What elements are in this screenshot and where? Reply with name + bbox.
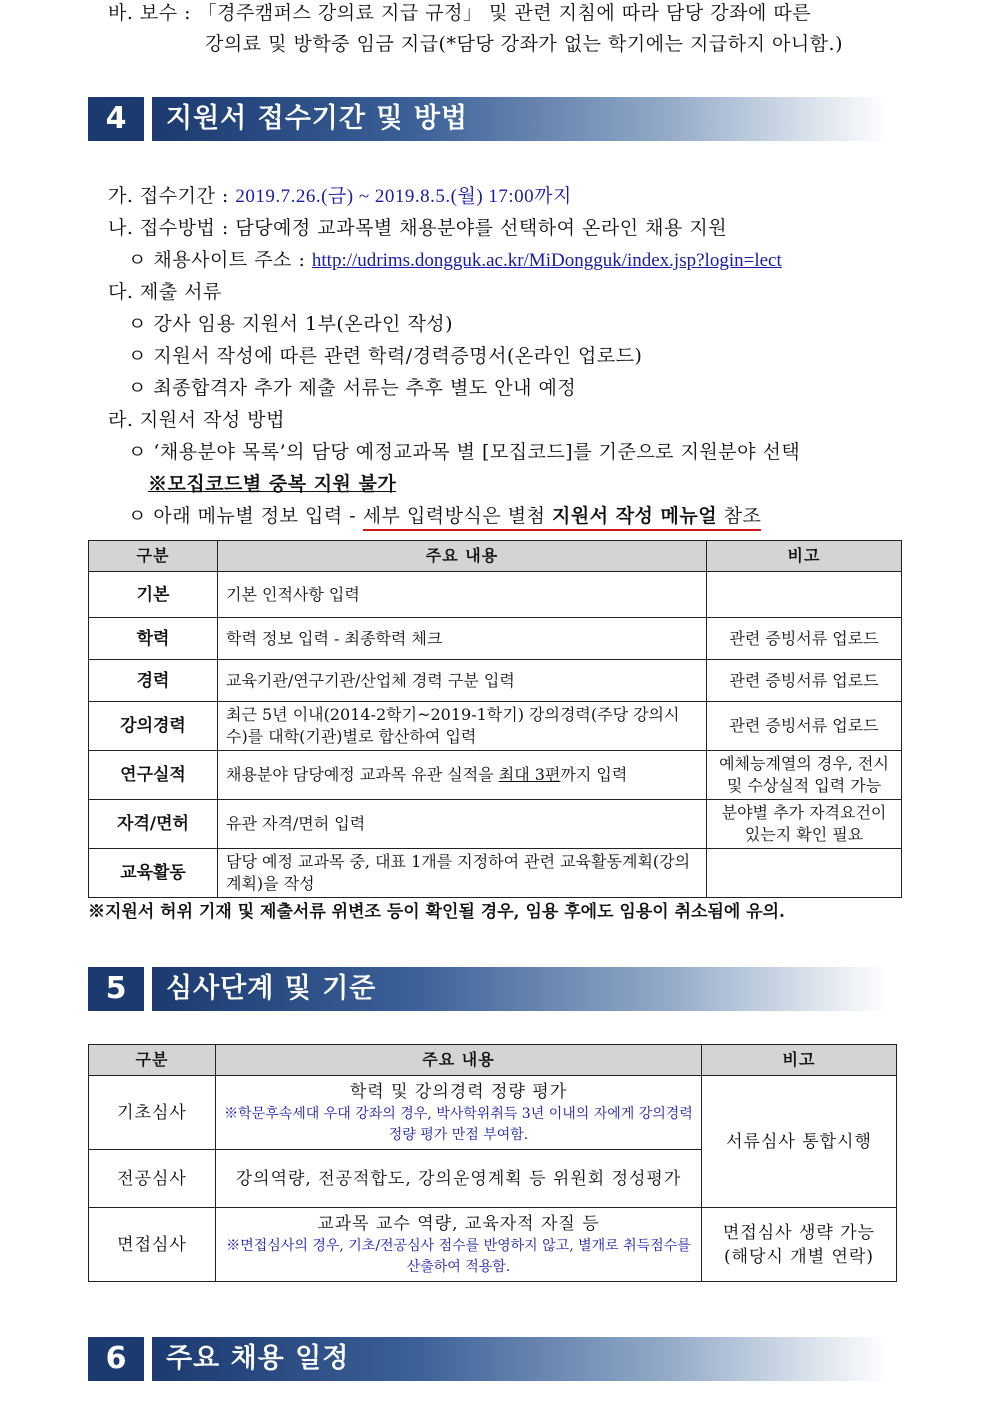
section-6-number: 6 (88, 1337, 144, 1381)
docs-item-1: ㅇ 강사 임용 지원서 1부(온라인 작성) (128, 313, 454, 335)
row-content-c: 까지 입력 (560, 765, 628, 784)
stage-note: ※면접심사의 경우, 기초/전공심사 점수를 반영하지 않고, 별개로 취득점수를 산출하여 적용함. (226, 1237, 691, 1275)
row-remark: 관련 증빙서류 업로드 (707, 618, 902, 660)
table-header: 주요 내용 (216, 1045, 702, 1076)
site-line (128, 246, 782, 275)
row-content: 기본 인적사항 입력 (218, 572, 707, 618)
warning-note: ※지원서 허위 기재 및 제출서류 위변조 등이 확인될 경우, 임용 후에도 임용이 취소됨에 유의. (88, 902, 785, 922)
table-row (89, 618, 902, 660)
row-remark: 관련 증빙서류 업로드 (707, 660, 902, 702)
merged-remark: 서류심사 통합시행 (702, 1076, 897, 1208)
stage-main: 학력 및 강의경력 정량 평가 (349, 1081, 568, 1102)
review-stage-table (88, 1044, 897, 1282)
row-content-b: 최대 3편 (498, 765, 561, 784)
docs-item-3: ㅇ 최종합격자 추가 제출 서류는 추후 별도 안내 예정 (128, 377, 577, 399)
stage-name: 면접심사 (89, 1208, 216, 1282)
section-5-number: 5 (88, 967, 144, 1011)
howto-note: ※모집코드별 중복 지원 불가 (148, 473, 397, 495)
row-category: 학력 (89, 618, 218, 660)
stage-content (216, 1076, 702, 1150)
stage-name: 전공심사 (89, 1150, 216, 1208)
stage-content (216, 1150, 702, 1208)
section-5-title: 심사단계 및 기준 (152, 967, 888, 1011)
row-category: 기본 (89, 572, 218, 618)
period-value: 2019.7.26.(금) ~ 2019.8.5.(월) 17:00까지 (235, 186, 572, 207)
stage-note: ※학문후속세대 우대 강좌의 경우, 박사학위취득 3년 이내의 자에게 강의경력 정량 평가 만점 부여함. (224, 1105, 693, 1143)
howto-heading: 라. 지원서 작성 방법 (108, 409, 285, 431)
table-row (89, 849, 902, 898)
docs-item-2: ㅇ 지원서 작성에 따른 관련 학력/경력증명서(온라인 업로드) (128, 345, 643, 367)
stage-content (216, 1208, 702, 1282)
table-header: 비고 (707, 541, 902, 572)
docs-heading: 다. 제출 서류 (108, 281, 222, 303)
howto-item-1: ㅇ ‘채용분야 목록’의 담당 예정교과목 별 [모집코드]를 기준으로 지원분야 선택 (128, 441, 801, 463)
stage-name: 기초심사 (89, 1076, 216, 1150)
row-content: 최근 5년 이내(2014-2학기~2019-1학기) 강의경력(주당 강의시수)를 대학(기관)별로 합산하여 입력 (218, 702, 707, 751)
table-row (89, 1076, 897, 1150)
row-content (218, 751, 707, 800)
row-category: 강의경력 (89, 702, 218, 751)
table-header-row (89, 541, 902, 572)
row-content-a: 채용분야 담당예정 교과목 유관 실적을 (226, 765, 499, 784)
row-remark: 예체능계열의 경우, 전시 및 수상실적 입력 가능 (707, 751, 902, 800)
row-content: 담당 예정 교과목 중, 대표 1개를 지정하여 관련 교육활동계획(강의계획)을 작성 (218, 849, 707, 898)
manual-reference-c: 참조 (717, 505, 762, 527)
table-row (89, 572, 902, 618)
section-5-header (88, 967, 888, 1011)
table-header: 주요 내용 (218, 541, 707, 572)
row-content: 교육기관/연구기관/산업체 경력 구분 입력 (218, 660, 707, 702)
row-content: 학력 정보 입력 - 최종학력 체크 (218, 618, 707, 660)
table-row (89, 751, 902, 800)
table-header: 비고 (702, 1045, 897, 1076)
table-row (89, 800, 902, 849)
site-url-link[interactable]: http://udrims.dongguk.ac.kr/MiDongguk/index.jsp?login=lect (311, 250, 782, 271)
row-remark (707, 849, 902, 898)
row-content: 유관 자격/면허 입력 (218, 800, 707, 849)
row-category: 경력 (89, 660, 218, 702)
stage-main: 교과목 교수 역량, 교육자적 자질 등 (317, 1213, 600, 1234)
howto-item-2 (128, 502, 761, 530)
section-6-title: 주요 채용 일정 (152, 1337, 888, 1381)
stage-main: 강의역량, 전공적합도, 강의운영계획 등 위원회 정성평가 (235, 1168, 682, 1189)
table-header-row (89, 1045, 897, 1076)
row-remark: 관련 증빙서류 업로드 (707, 702, 902, 751)
table-header: 구분 (89, 541, 218, 572)
table-row (89, 1208, 897, 1282)
table-row (89, 702, 902, 751)
howto-item-2-prefix: ㅇ 아래 메뉴별 정보 입력 - (128, 505, 363, 527)
site-label: ㅇ 채용사이트 주소 : (128, 249, 312, 271)
section-6-header (88, 1337, 888, 1381)
interview-remark: 면접심사 생략 가능 (해당시 개별 연락) (702, 1208, 897, 1282)
row-category: 자격/면허 (89, 800, 218, 849)
section-4-header (88, 97, 888, 141)
period-line (108, 182, 572, 211)
row-remark: 분야별 추가 자격요건이 있는지 확인 필요 (707, 800, 902, 849)
pay-line-1: 바. 보수 : 「경주캠퍼스 강의료 지급 규정」 및 관련 지침에 따라 담당 강좌에 따른 (108, 2, 812, 24)
row-remark (707, 572, 902, 618)
manual-reference-a: 세부 입력방식은 별첨 (362, 505, 553, 527)
row-category: 연구실적 (89, 751, 218, 800)
row-category: 교육활동 (89, 849, 218, 898)
application-menu-table (88, 540, 902, 898)
table-header: 구분 (89, 1045, 216, 1076)
section-4-title: 지원서 접수기간 및 방법 (152, 97, 888, 141)
period-label: 가. 접수기간 : (108, 185, 236, 207)
manual-reference-b: 지원서 작성 메뉴얼 (552, 505, 718, 527)
method-line: 나. 접수방법 : 담당예정 교과목별 채용분야를 선택하여 온라인 채용 지원 (108, 217, 728, 239)
section-4-number: 4 (88, 97, 144, 141)
pay-line-2: 강의료 및 방학중 임금 지급(*담당 강좌가 없는 학기에는 지급하지 아니함.) (205, 33, 843, 55)
manual-reference (363, 505, 762, 531)
table-row (89, 660, 902, 702)
